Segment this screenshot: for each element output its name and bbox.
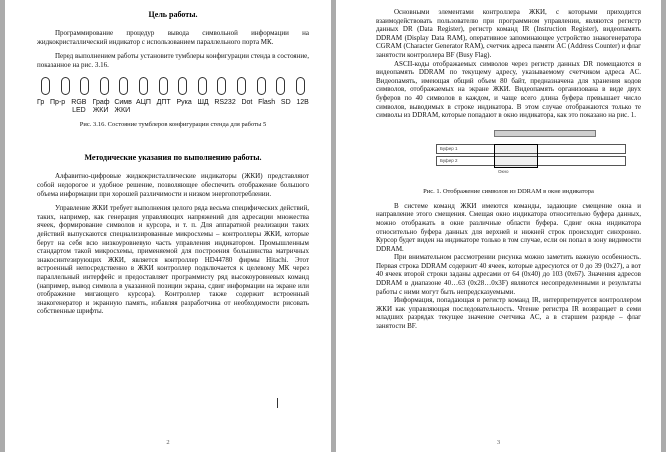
figure-bar: [494, 130, 596, 137]
switch-label: АЦП: [136, 99, 151, 107]
switch-label: RS232: [214, 99, 236, 107]
switch-label: Рука: [176, 99, 192, 107]
toggle-switch-icon: [198, 77, 207, 95]
method-paragraph-1: Алфавитно-цифровые жидкокристаллические индикаторы (ЖКИ) представляют собой недорогое и удобное решение, позволяющее обеспечить отображение большого объема информации при хорошей различимости и низком энергопотреблении.: [37, 172, 309, 198]
figure-label: Буфер 2: [440, 157, 458, 163]
switch-label: Граф ЖКИ: [92, 99, 110, 115]
toggle-switch-icon: [257, 77, 266, 95]
toggle-switch-icon: [41, 77, 50, 95]
paragraph-controller-elements: Основными элементами контроллера ЖКИ, с которыми приходится взаимодействовать пользователю при программном управлении, являются регистр данных DR (Data Register), регистр команд IR (Instruction Register), видеопамять DDRAM (Display Data RAM), оперативное запоминающее устройство знакогенератора CGRAM (Character Generator RAM), счетчик адреса памяти AC (Address Counter) и флаг занятости контроллера BF (Busy Flag).: [376, 8, 641, 59]
document-page-right: [336, 0, 661, 452]
paragraph-ddram: ASCII-коды отображаемых символов через регистр данных DR помещаются в видеопамять DDRAM по текущему адресу, указываемому счетчиком адреса AC. Видеопамять, имеющая общий объем 80 байт, предназначена для хранения кодов символов, отображаемых на экране ЖКИ. Видеопамять организована в виде двух буферов по 40 символов в каждом, и чаще всего длина буфера превышает число символов, выводимых в строке индикатора. В этом случае отображаются только те символы из DDRAM, которые попадают в окно индикатора, как это показано на рис. 1.: [376, 59, 641, 120]
toggle-switch-labels: [37, 99, 309, 115]
switch-label: SD: [280, 99, 291, 107]
switch-label: Dot: [241, 99, 253, 107]
toggle-switch-icon: [217, 77, 226, 95]
toggle-switch-icon: [139, 77, 148, 95]
switch-label: Flash: [258, 99, 276, 107]
paragraph-addresses: При внимательном рассмотрении рисунка можно заметить важную особенность. Первая строка DDRAM содержит 40 ячеек, которые адресуются от 0 до 39 (0x27), а вот 40 ячеек второй строки заданы адресами от 64 (0x40) до 103 (0x67). Значения адресов DDRAM в диапазоне 40…63 (0x28…0x3F) являются несопределенными и результаты работы с ними могут быть непредсказуемыми.: [376, 253, 641, 296]
switch-label: ШД: [197, 99, 209, 107]
switch-label: RGB LED: [71, 99, 87, 115]
ddram-figure: [376, 126, 641, 186]
method-paragraph-2: Управление ЖКИ требует выполнения целого ряда весьма специфических действий, таких, например, как генерация управляющих напряжений для адресации множества ячеек, формирование символов и курсора, и т. п. Для аппаратной реализации таких действий выпускаются специализированные микросхемы – контроллеры ЖКИ, которые берут на себя всю низкоуровневую часть управления индикатором. Промышленным стандартом такой микросхемы, применяемой для построения большинства матричных знакосинтезирующих ЖКИ, является контроллер HD44780 фирмы Hitachi. Этот встроенный непосредственно в ЖКИ контроллер подключается к целевому МК через параллельный интерфейс и предоставляет программисту ряд высокоуровневых команд (например, вывод символа в указанной позиции экрана, сдвиг информации на экране или отображение мигающего курсора). Контроллер также содержит встроенный знакогенератор и экранную память, избавляя разработчика от необходимости рисовать собственные шрифты.: [37, 204, 309, 316]
figure-caption: Рис. 3.16. Состояние тумблеров конфигурации стенда для работы 5: [79, 121, 267, 129]
toggle-switch-icon: [237, 77, 246, 95]
goal-paragraph-1: Программирование процедур вывода символьной информации на жидкокристаллический индикатор с использованием параллельного порта МК.: [37, 29, 309, 46]
page-number: 2: [166, 439, 170, 446]
switch-label: Пр-р: [50, 99, 66, 107]
text-cursor: [277, 398, 278, 408]
document-page-left: [5, 0, 331, 452]
goal-paragraph-2: Перед выполнением работы установите тумблеры конфигурации стенда в состояние, показанное на рис. 3.16.: [37, 52, 310, 69]
figure-caption: Рис. 1. Отображение символов из DDRAM в окне индикатора: [423, 187, 594, 195]
figure-window: [494, 144, 538, 168]
toggle-switch-icon: [80, 77, 89, 95]
toggle-switch-icon: [296, 77, 305, 95]
heading-method: Методические указания по выполнению работы.: [84, 153, 262, 163]
heading-goal: Цель работы.: [148, 10, 198, 19]
toggle-switch-icon: [178, 77, 187, 95]
toggle-switch-icon: [159, 77, 168, 95]
paragraph-window-shift: В системе команд ЖКИ имеются команды, задающие смещение окна и направление этого смещения. Смещая окно индикатора относительно буфера данных, можно отображать в окне различные области буфера. Сдвиг окна индикатора относительно буфера данных для верхней и нижней строк происходит синхронно. Курсор будет виден на индикаторе только в том случае, если он попал в зону видимости DDRAM.: [376, 201, 641, 253]
paragraph-instruction-register: Информация, попадающая в регистр команд IR, интерпретируется контроллером ЖКИ как управляющая последовательность. Чтение регистра IR возвращает в семи младших разрядах текущее значение счетчика AC, а в старшем разряде – флаг занятости BF.: [376, 296, 641, 331]
figure-label: Буфер 1: [440, 145, 458, 151]
figure-label: Окно: [498, 168, 509, 174]
page-number: 3: [496, 439, 501, 446]
toggle-switch-row: [37, 77, 309, 95]
toggle-switch-icon: [61, 77, 70, 95]
switch-label: Симв ЖКИ: [114, 99, 132, 115]
toggle-switch-icon: [276, 77, 285, 95]
toggle-switch-icon: [100, 77, 109, 95]
switch-label: 12В: [296, 99, 309, 107]
switch-label: ДПТ: [156, 99, 171, 107]
switch-label: Гр: [37, 99, 45, 107]
toggle-switch-icon: [119, 77, 128, 95]
